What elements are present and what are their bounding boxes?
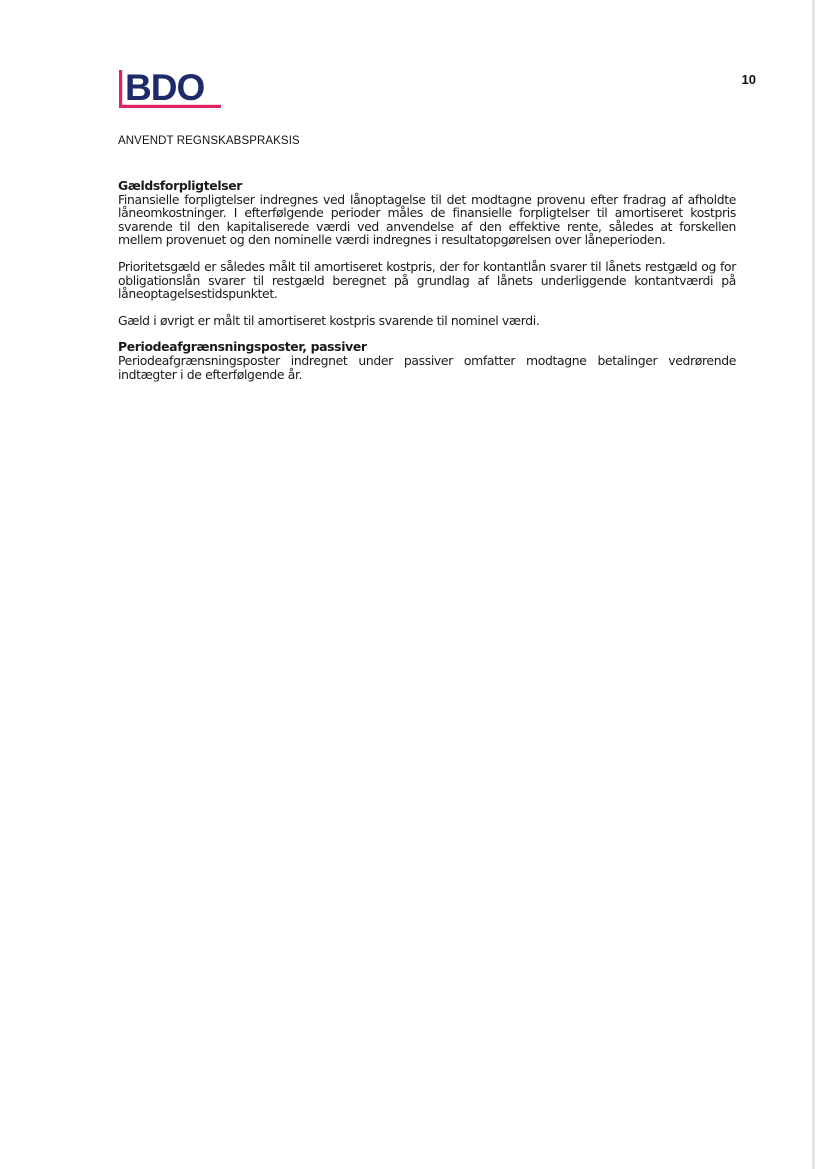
document-body [118,179,736,381]
logo-text: BDO [125,67,205,108]
paragraph-finansielle-forpligtelser: Finansielle forpligtelser indregnes ved lånoptagelse til det modtagne provenu efter fradrag af afholdte låneomkostninger. I efterfølgende perioder måles de finansielle forpligtelser til amortiseret kostpris svarende til den kapitaliserede værdi ved anvendelse af den effektive rente, således at forskellen mellem provenuet og den nominelle værdi indregnes i resultatopgørelsen over låneperioden. [118,191,736,248]
page-edge-shadow [812,0,815,1169]
heading-periodeafgraensningsposter: Periodeafgrænsningsposter, passiver [118,339,367,355]
paragraph-periodeafgraensningsposter: Periodeafgrænsningsposter indregnet under passiver omfatter modtagne betalinger vedrørende indtægter i de efterfølgende år. [118,352,736,382]
paragraph-prioritetsgaeld: Prioritetsgæld er således målt til amortiseret kostpris, der for kontantlån svarer til lånets restgæld og for obligationslån svarer til restgæld beregnet på grundlag af lånets underliggende kontantværdi på låneoptagelsestidspunktet. [118,258,736,302]
bdo-logo [118,64,228,114]
heading-gaeldsforpligtelser: Gældsforpligtelser [118,178,243,193]
page-number: 10 [741,72,756,87]
section-title: ANVENDT REGNSKABSPRAKSIS [118,135,300,147]
paragraph-gaeld-i-oevrigt: Gæld i øvrigt er målt til amortiseret kostpris svarende til nominel værdi. [118,312,540,328]
bdo-logo-graphic [118,64,228,114]
